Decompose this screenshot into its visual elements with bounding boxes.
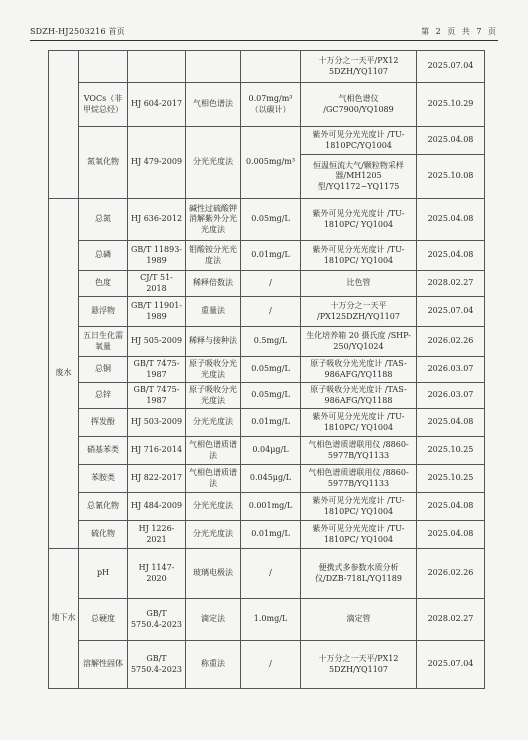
- table-row: [49, 465, 485, 493]
- date-cell: 2025.04.08: [417, 199, 485, 241]
- method-cell: 滴定法: [186, 599, 241, 641]
- method-cell: 玻璃电极法: [186, 549, 241, 599]
- method-cell: 原子吸收分光光度法: [186, 383, 241, 409]
- method-cell: 分光光度法: [186, 127, 241, 199]
- method-cell: 分光光度法: [186, 409, 241, 437]
- table-row: [49, 383, 485, 409]
- date-cell: 2025.04.08: [417, 241, 485, 271]
- date-cell: 2025.07.04: [417, 297, 485, 327]
- limit-cell: 0.05mg/L: [241, 357, 301, 383]
- item-cell: 五日生化需氧量: [79, 327, 128, 357]
- method-cell: 称重法: [186, 641, 241, 689]
- method-cell: 气相色谱法: [186, 83, 241, 127]
- method-cell: 重量法: [186, 297, 241, 327]
- table-row: [49, 437, 485, 465]
- item-cell: 总磷: [79, 241, 128, 271]
- date-cell: 2025.04.08: [417, 493, 485, 521]
- date-cell: 2026.02.26: [417, 327, 485, 357]
- method-table: [48, 50, 485, 689]
- instrument-cell: 比色管: [301, 271, 417, 297]
- item-cell: 氮氧化物: [79, 127, 128, 199]
- instrument-cell: 十万分之一天平 /PX125DZH/YQ1107: [301, 297, 417, 327]
- instrument-cell: 紫外可见分光光度计 /TU-1810PC/ YQ1004: [301, 241, 417, 271]
- instrument-cell: 紫外可见分光光度计 /TU-1810PC/ YQ1004: [301, 409, 417, 437]
- table-row: [49, 271, 485, 297]
- instrument-cell: 十万分之一天平/PX12 5DZH/YQ1107: [301, 641, 417, 689]
- date-cell: 2026.03.07: [417, 383, 485, 409]
- instrument-cell: 十万分之一天平/PX12 5DZH/YQ1107: [301, 51, 417, 83]
- item-cell: 挥发酚: [79, 409, 128, 437]
- header-divider: [30, 40, 498, 41]
- standard-cell: GB/T 7475-1987: [128, 383, 186, 409]
- table-row: [49, 199, 485, 241]
- limit-cell: 1.0mg/L: [241, 599, 301, 641]
- instrument-cell: 原子吸收分光光度计 /TAS-986AFG/YQ1188: [301, 383, 417, 409]
- instrument-cell: 紫外可见分光光度计 /TU-1810PC/YQ1004: [301, 127, 417, 155]
- standard-cell: HJ 503-2009: [128, 409, 186, 437]
- item-cell: pH: [79, 549, 128, 599]
- date-cell: 2025.10.29: [417, 83, 485, 127]
- table-row: [49, 409, 485, 437]
- date-cell: 2025.07.04: [417, 51, 485, 83]
- standard-cell: HJ 505-2009: [128, 327, 186, 357]
- limit-cell: 0.001mg/L: [241, 493, 301, 521]
- standard-cell: HJ 716-2014: [128, 437, 186, 465]
- method-cell: 稀释与接种法: [186, 327, 241, 357]
- date-cell: 2025.04.08: [417, 127, 485, 155]
- method-cell: 钼酸铵分光光度法: [186, 241, 241, 271]
- standard-cell: CJ/T 51-2018: [128, 271, 186, 297]
- instrument-cell: 原子吸收分光光度计 /TAS-986AFG/YQ1188: [301, 357, 417, 383]
- date-cell: 2025.10.08: [417, 155, 485, 199]
- limit-cell: 0.5mg/L: [241, 327, 301, 357]
- date-cell: 2028.02.27: [417, 599, 485, 641]
- method-cell: 原子吸收分光光度法: [186, 357, 241, 383]
- item-cell: 总铜: [79, 357, 128, 383]
- item-cell: 总氮: [79, 199, 128, 241]
- item-cell: 悬浮物: [79, 297, 128, 327]
- standard-cell: GB/T 5750.4-2023: [128, 641, 186, 689]
- table-row: [49, 241, 485, 271]
- limit-cell: /: [241, 549, 301, 599]
- item-cell: VOCs（非甲烷总烃）: [79, 83, 128, 127]
- method-cell: 分光光度法: [186, 521, 241, 549]
- item-cell: 总锌: [79, 383, 128, 409]
- table-row: [49, 521, 485, 549]
- standard-cell: [128, 51, 186, 83]
- item-cell: 溶解性固体: [79, 641, 128, 689]
- instrument-cell: 气相色谱仪 /GC7900/YQ1089: [301, 83, 417, 127]
- instrument-cell: 紫外可见分光光度计 /TU-1810PC/ YQ1004: [301, 521, 417, 549]
- limit-cell: 0.01mg/L: [241, 409, 301, 437]
- limit-cell: 0.04μg/L: [241, 437, 301, 465]
- table-row: [49, 599, 485, 641]
- limit-cell: 0.01mg/L: [241, 521, 301, 549]
- method-cell: 气相色谱质谱法: [186, 437, 241, 465]
- standard-cell: HJ 1147-2020: [128, 549, 186, 599]
- instrument-cell: 便携式多参数水质分析仪/DZB-718L/YQ1189: [301, 549, 417, 599]
- page-number: 第 2 页 共 7 页: [421, 27, 498, 36]
- table-row: [49, 127, 485, 155]
- table-row: [49, 493, 485, 521]
- date-cell: 2025.10.25: [417, 465, 485, 493]
- item-cell: 硫化物: [79, 521, 128, 549]
- limit-cell: [241, 51, 301, 83]
- instrument-cell: 生化培养箱 20 摄氏度 /SHP-250/YQ1024: [301, 327, 417, 357]
- limit-cell: 0.05mg/L: [241, 199, 301, 241]
- limit-cell: 0.05mg/L: [241, 383, 301, 409]
- limit-cell: /: [241, 297, 301, 327]
- item-cell: 色度: [79, 271, 128, 297]
- item-cell: 总氰化物: [79, 493, 128, 521]
- method-cell: 稀释倍数法: [186, 271, 241, 297]
- limit-cell: /: [241, 271, 301, 297]
- date-cell: 2025.10.25: [417, 437, 485, 465]
- instrument-cell: 气相色谱质谱联用仪 /8860-5977B/YQ1133: [301, 437, 417, 465]
- table-row: [49, 641, 485, 689]
- limit-cell: 0.005mg/m³: [241, 127, 301, 199]
- standard-cell: GB/T 11901-1989: [128, 297, 186, 327]
- instrument-cell: 滴定管: [301, 599, 417, 641]
- method-cell: [186, 51, 241, 83]
- standard-cell: HJ 1226-2021: [128, 521, 186, 549]
- item-cell: 硝基苯类: [79, 437, 128, 465]
- standard-cell: GB/T 7475-1987: [128, 357, 186, 383]
- instrument-cell: 气相色谱质谱联用仪 /8860-5977B/YQ1133: [301, 465, 417, 493]
- standard-cell: HJ 479-2009: [128, 127, 186, 199]
- category-cell: [49, 51, 79, 199]
- limit-cell: 0.045μg/L: [241, 465, 301, 493]
- table-row: [49, 327, 485, 357]
- limit-cell: /: [241, 641, 301, 689]
- category-cell: 废水: [49, 199, 79, 549]
- table-row: [49, 357, 485, 383]
- date-cell: 2025.04.08: [417, 521, 485, 549]
- limit-cell: 0.07mg/m³（以碳计）: [241, 83, 301, 127]
- item-cell: [79, 51, 128, 83]
- standard-cell: GB/T 11893-1989: [128, 241, 186, 271]
- table-row: [49, 549, 485, 599]
- instrument-cell: 紫外可见分光光度计 /TU-1810PC/ YQ1004: [301, 493, 417, 521]
- item-cell: 总硬度: [79, 599, 128, 641]
- item-cell: 苯胺类: [79, 465, 128, 493]
- date-cell: 2026.03.07: [417, 357, 485, 383]
- method-cell: 碱性过硫酸钾消解紫外分光光度法: [186, 199, 241, 241]
- standard-cell: HJ 636-2012: [128, 199, 186, 241]
- standard-cell: GB/T 5750.4-2023: [128, 599, 186, 641]
- method-cell: 分光光度法: [186, 493, 241, 521]
- category-cell: 地下水: [49, 549, 79, 689]
- method-cell: 气相色谱质谱法: [186, 465, 241, 493]
- instrument-cell: 恒温恒流大气/颗粒物采样器/MH1205 型/YQ1172~YQ1175: [301, 155, 417, 199]
- date-cell: 2026.02.26: [417, 549, 485, 599]
- date-cell: 2025.07.04: [417, 641, 485, 689]
- limit-cell: 0.01mg/L: [241, 241, 301, 271]
- table-row: [49, 83, 485, 127]
- date-cell: 2028.02.27: [417, 271, 485, 297]
- table-row: [49, 297, 485, 327]
- instrument-cell: 紫外可见分光光度计 /TU-1810PC/ YQ1004: [301, 199, 417, 241]
- date-cell: 2025.04.08: [417, 409, 485, 437]
- standard-cell: HJ 822-2017: [128, 465, 186, 493]
- table-row: [49, 51, 485, 83]
- standard-cell: HJ 604-2017: [128, 83, 186, 127]
- document-id: SDZH-HJ2503216 首页: [30, 27, 125, 36]
- standard-cell: HJ 484-2009: [128, 493, 186, 521]
